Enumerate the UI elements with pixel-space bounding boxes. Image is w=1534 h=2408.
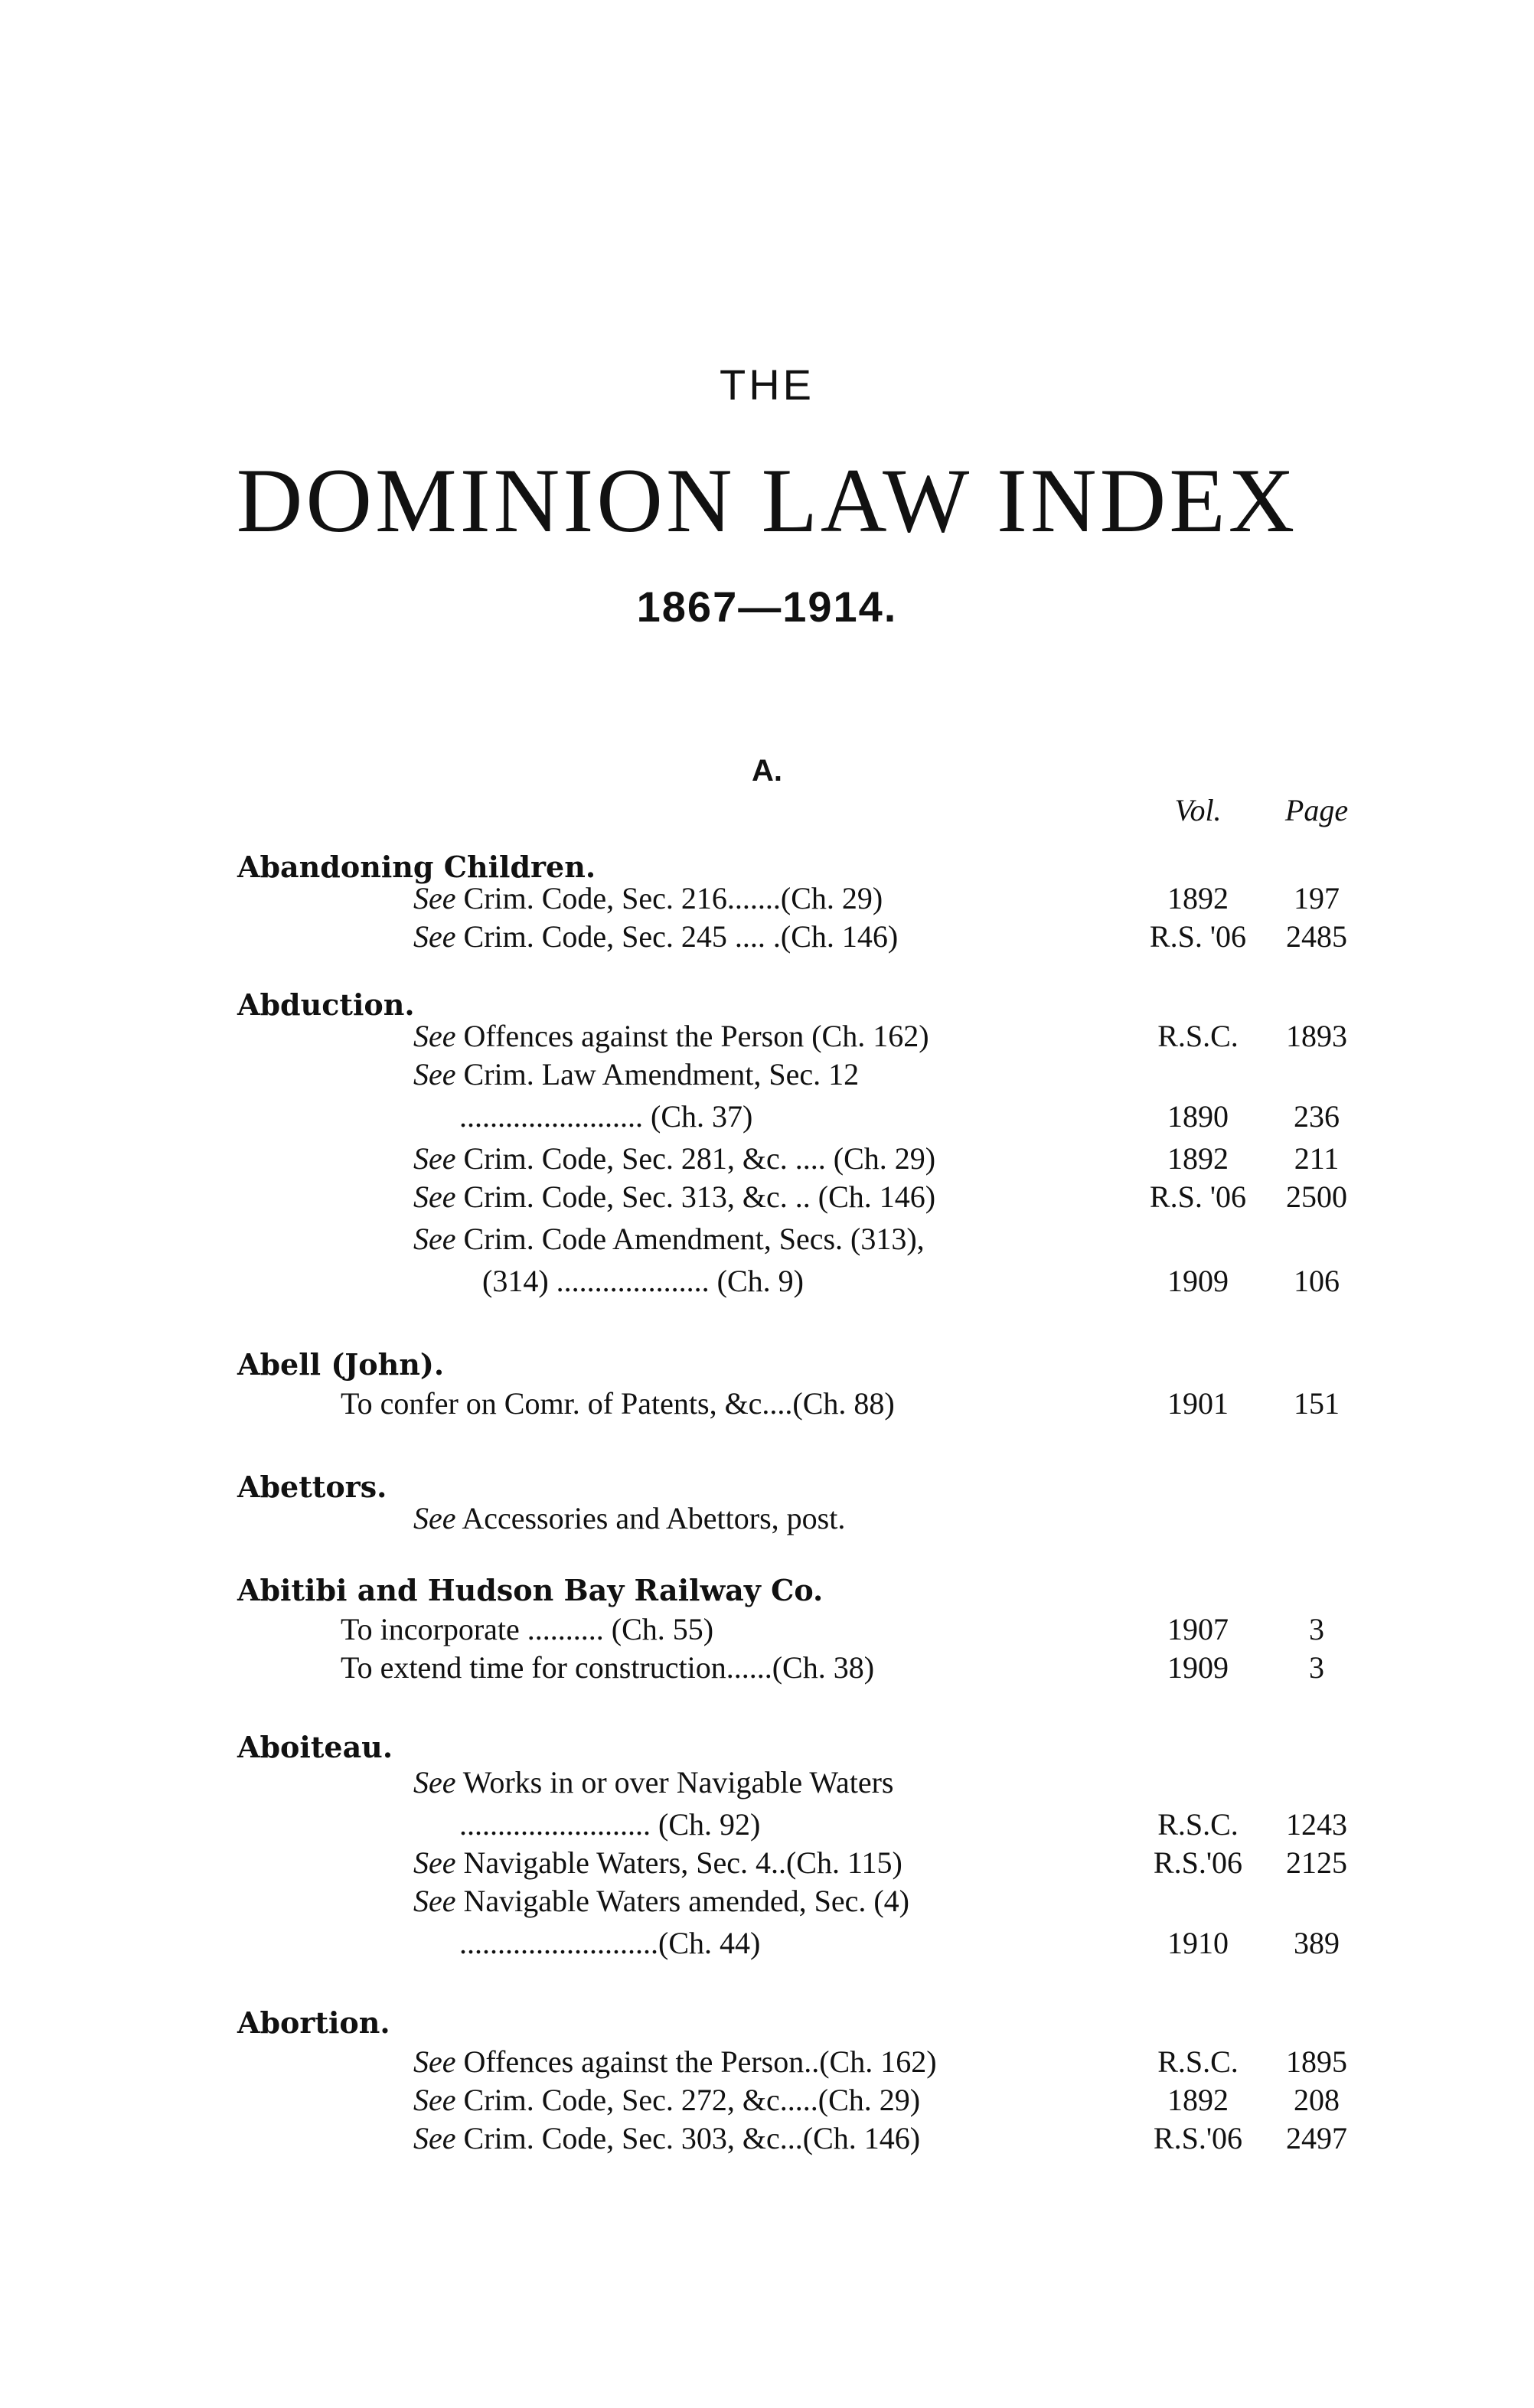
entry-heading: Abortion. xyxy=(237,2005,390,2040)
page-column-header: Page xyxy=(1284,793,1349,827)
reference-text xyxy=(413,2082,920,2118)
see-label: See xyxy=(413,1845,456,1880)
reference-line xyxy=(0,1140,1534,1183)
page-cell: 2497 xyxy=(1286,2121,1347,2155)
column-headers xyxy=(0,792,1534,830)
see-label: See xyxy=(413,1884,456,1918)
see-label: See xyxy=(413,1501,456,1535)
year-range: 1867—1914. xyxy=(636,582,898,631)
reference-text xyxy=(341,1649,874,1685)
page-cell: 236 xyxy=(1294,1099,1340,1134)
reference-line xyxy=(0,1925,1534,1968)
reference-text xyxy=(413,2120,920,2156)
citation: Offences against the Person..(Ch. 162) xyxy=(463,2044,937,2079)
reference-line xyxy=(0,1263,1534,1306)
entry-heading: Abitibi and Hudson Bay Railway Co. xyxy=(237,1573,824,1607)
citation: ........................ (Ch. 37) xyxy=(459,1099,753,1134)
citation: (314) .................... (Ch. 9) xyxy=(482,1264,804,1298)
entry-heading: Abettors. xyxy=(237,1470,387,1504)
page-cell: 3 xyxy=(1309,1650,1324,1685)
section-letter: A. xyxy=(752,754,782,788)
citation: Accessories and Abettors, post. xyxy=(462,1501,846,1535)
citation: Crim. Code, Sec. 216.......(Ch. 29) xyxy=(463,881,883,915)
see-label: See xyxy=(413,881,456,915)
reference-line xyxy=(0,1179,1534,1222)
citation: Offences against the Person (Ch. 162) xyxy=(463,1019,929,1053)
volume-cell: 1892 xyxy=(1167,2083,1229,2117)
reference-text xyxy=(482,1263,804,1299)
reference-line xyxy=(0,1221,1534,1264)
volume-cell: R.S.C. xyxy=(1157,2044,1239,2079)
citation: ..........................(Ch. 44) xyxy=(459,1926,761,1960)
citation: Crim. Code, Sec. 245 .... .(Ch. 146) xyxy=(463,919,899,954)
reference-text xyxy=(413,880,883,916)
reference-text xyxy=(413,1179,935,1215)
volume-cell: 1907 xyxy=(1167,1612,1229,1646)
reference-line xyxy=(0,2120,1534,2163)
entry-heading: Abduction. xyxy=(237,987,415,1022)
volume-cell: 1909 xyxy=(1167,1650,1229,1685)
citation: Crim. Code, Sec. 303, &c...(Ch. 146) xyxy=(463,2121,921,2155)
reference-text xyxy=(413,1018,929,1054)
entry-heading: Aboiteau. xyxy=(237,1730,393,1764)
page-cell: 211 xyxy=(1294,1141,1340,1176)
citation: To confer on Comr. of Patents, &c....(Ch. 88) xyxy=(341,1386,895,1421)
volume-cell: 1910 xyxy=(1167,1926,1229,1960)
page-cell: 1895 xyxy=(1286,2044,1347,2079)
volume-cell: R.S. '06 xyxy=(1149,1180,1247,1214)
page-cell: 389 xyxy=(1294,1926,1340,1960)
see-label: See xyxy=(413,1765,456,1799)
see-label: See xyxy=(413,2121,456,2155)
see-label: See xyxy=(413,1141,456,1176)
see-label: See xyxy=(413,2083,456,2117)
reference-text xyxy=(459,1098,752,1134)
reference-text xyxy=(413,2044,937,2080)
reference-line xyxy=(0,1385,1534,1428)
reference-line xyxy=(0,1649,1534,1692)
reference-line xyxy=(0,918,1534,961)
page-cell: 3 xyxy=(1309,1612,1324,1646)
reference-text xyxy=(413,1056,859,1092)
reference-text xyxy=(459,1925,760,1961)
reference-text xyxy=(413,1221,925,1257)
see-label: See xyxy=(413,1019,456,1053)
reference-line xyxy=(0,880,1534,923)
vol-column-header: Vol. xyxy=(1174,793,1222,827)
reference-line xyxy=(0,1098,1534,1141)
citation: Crim. Code, Sec. 313, &c. .. (Ch. 146) xyxy=(463,1180,936,1214)
entry-heading: Abell (John). xyxy=(237,1347,445,1382)
reference-text xyxy=(413,918,898,954)
page-cell: 2125 xyxy=(1286,1845,1347,1880)
reference-line xyxy=(0,1056,1534,1099)
see-label: See xyxy=(413,919,456,954)
volume-cell: R.S.'06 xyxy=(1153,2121,1243,2155)
volume-cell: R.S.C. xyxy=(1157,1019,1239,1053)
reference-line xyxy=(0,1018,1534,1061)
volume-cell: 1901 xyxy=(1167,1386,1229,1421)
page-cell: 2500 xyxy=(1286,1180,1347,1214)
volume-cell: 1890 xyxy=(1167,1099,1229,1134)
page-cell: 151 xyxy=(1294,1386,1340,1421)
reference-line xyxy=(0,1500,1534,1543)
volume-cell: R.S.C. xyxy=(1157,1807,1239,1842)
page-cell: 106 xyxy=(1294,1264,1340,1298)
page-cell: 2485 xyxy=(1286,919,1347,954)
reference-text xyxy=(413,1500,845,1536)
citation: To incorporate .......... (Ch. 55) xyxy=(341,1612,714,1646)
volume-cell: 1909 xyxy=(1167,1264,1229,1298)
reference-text xyxy=(413,1140,935,1176)
reference-line xyxy=(0,2082,1534,2125)
reference-text xyxy=(413,1764,893,1800)
header-the: THE xyxy=(720,361,814,409)
citation: Crim. Code Amendment, Secs. (313), xyxy=(463,1222,925,1256)
reference-line xyxy=(0,1806,1534,1849)
reference-line xyxy=(0,1883,1534,1926)
page-cell: 1893 xyxy=(1286,1019,1347,1053)
citation: Crim. Code, Sec. 281, &c. .... (Ch. 29) xyxy=(463,1141,936,1176)
citation: Crim. Law Amendment, Sec. 12 xyxy=(463,1057,860,1091)
reference-line xyxy=(0,2044,1534,2087)
see-label: See xyxy=(413,1057,456,1091)
citation: ......................... (Ch. 92) xyxy=(459,1807,761,1842)
reference-text xyxy=(341,1385,895,1421)
see-label: See xyxy=(413,1180,456,1214)
reference-text xyxy=(413,1845,902,1881)
page-cell: 208 xyxy=(1294,2083,1340,2117)
citation: Navigable Waters, Sec. 4..(Ch. 115) xyxy=(463,1845,902,1880)
page-title: DOMINION LAW INDEX xyxy=(236,449,1298,551)
page-cell: 1243 xyxy=(1286,1807,1347,1842)
reference-line xyxy=(0,1845,1534,1888)
reference-line xyxy=(0,1764,1534,1807)
volume-cell: R.S. '06 xyxy=(1149,919,1247,954)
entry-heading: Abandoning Children. xyxy=(237,850,596,884)
volume-cell: 1892 xyxy=(1167,881,1229,915)
volume-cell: 1892 xyxy=(1167,1141,1229,1176)
reference-text xyxy=(341,1611,713,1647)
see-label: See xyxy=(413,2044,456,2079)
citation: To extend time for construction......(Ch. 38) xyxy=(341,1650,875,1685)
page-cell: 197 xyxy=(1294,881,1340,915)
volume-cell: R.S.'06 xyxy=(1153,1845,1243,1880)
reference-text xyxy=(413,1883,909,1919)
see-label: See xyxy=(413,1222,456,1256)
reference-text xyxy=(459,1806,760,1842)
reference-line xyxy=(0,1611,1534,1654)
citation: Crim. Code, Sec. 272, &c.....(Ch. 29) xyxy=(463,2083,921,2117)
citation: Navigable Waters amended, Sec. (4) xyxy=(463,1884,909,1918)
citation: Works in or over Navigable Waters xyxy=(462,1765,894,1799)
